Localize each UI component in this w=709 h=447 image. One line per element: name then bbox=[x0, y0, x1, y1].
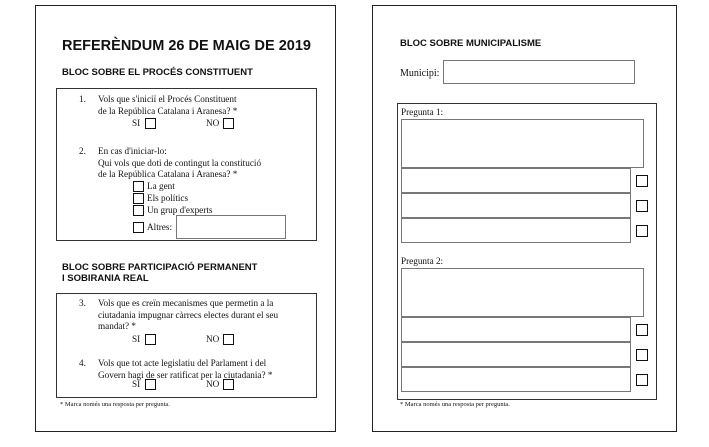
pregunta1-answer-3-input[interactable] bbox=[401, 218, 631, 243]
pregunta1-answer-3-checkbox[interactable] bbox=[636, 225, 648, 237]
pregunta2-answer-3-input[interactable] bbox=[401, 367, 631, 392]
q2-option-els-politics-checkbox[interactable] bbox=[133, 193, 144, 204]
ballot-page-2 bbox=[372, 5, 677, 432]
q4-no-checkbox[interactable] bbox=[223, 379, 234, 390]
q3-no-label: NO bbox=[206, 334, 220, 344]
q2-option-experts-checkbox[interactable] bbox=[133, 205, 144, 216]
pregunta1-label: Pregunta 1: bbox=[401, 107, 444, 117]
q1-yes-checkbox[interactable] bbox=[145, 118, 156, 129]
q1-number: 1. bbox=[79, 94, 86, 104]
footnote: * Marca només una resposta per pregunta. bbox=[400, 401, 510, 408]
pregunta2-input[interactable] bbox=[401, 268, 644, 317]
q3-yes-checkbox[interactable] bbox=[145, 334, 156, 345]
municipi-label: Municipi: bbox=[400, 68, 440, 79]
page-title: REFERÈNDUM 26 DE MAIG DE 2019 bbox=[62, 38, 311, 54]
pregunta2-answer-1-checkbox[interactable] bbox=[636, 324, 648, 336]
q2-option-altres-checkbox[interactable] bbox=[133, 222, 144, 233]
q2-altres-input[interactable] bbox=[176, 215, 286, 239]
q4-number: 4. bbox=[79, 358, 86, 368]
block2-questions-box bbox=[56, 293, 317, 398]
q2-option-els-politics-label: Els polítics bbox=[147, 193, 189, 203]
q1-no-label: NO bbox=[206, 118, 220, 128]
pregunta1-input[interactable] bbox=[401, 119, 644, 168]
q1-text: Vols que s'iniciï el Procés Constituent de la República Catalana i Aranesa? * bbox=[98, 94, 238, 116]
q1-no-checkbox[interactable] bbox=[223, 118, 234, 129]
block2-heading: BLOC SOBRE PARTICIPACIÓ PERMANENT I SOBIRANIA REAL bbox=[62, 262, 258, 284]
preguntes-box bbox=[397, 103, 657, 400]
municipalisme-heading: BLOC SOBRE MUNICIPALISME bbox=[400, 38, 542, 49]
pregunta2-label: Pregunta 2: bbox=[401, 256, 444, 266]
block1-heading: BLOC SOBRE EL PROCÉS CONSTITUENT bbox=[62, 67, 253, 78]
q2-option-experts-label: Un grup d'experts bbox=[147, 205, 213, 215]
pregunta1-answer-2-input[interactable] bbox=[401, 193, 631, 218]
q4-yes-label: SI bbox=[132, 379, 141, 389]
q2-option-altres-label: Altres: bbox=[147, 222, 173, 232]
q2-option-la-gent-checkbox[interactable] bbox=[133, 181, 144, 192]
pregunta2-answer-2-checkbox[interactable] bbox=[636, 349, 648, 361]
q2-number: 2. bbox=[79, 146, 86, 156]
pregunta1-answer-1-checkbox[interactable] bbox=[636, 175, 648, 187]
pregunta1-answer-2-checkbox[interactable] bbox=[636, 200, 648, 212]
q1-yes-label: SI bbox=[132, 118, 141, 128]
footnote: * Marca només una resposta per pregunta. bbox=[60, 401, 170, 408]
pregunta1-answer-1-input[interactable] bbox=[401, 168, 631, 193]
municipi-input[interactable] bbox=[443, 60, 635, 84]
pregunta2-answer-3-checkbox[interactable] bbox=[636, 374, 648, 386]
q3-number: 3. bbox=[79, 298, 86, 308]
q4-text: Vols que tot acte legislatiu del Parlament i del Govern hagi de ser ratificat per la ciutadania? * bbox=[98, 358, 273, 380]
q2-option-la-gent-label: La gent bbox=[147, 181, 175, 191]
q4-no-label: NO bbox=[206, 379, 220, 389]
ballot-page-1 bbox=[35, 5, 336, 432]
pregunta2-answer-1-input[interactable] bbox=[401, 317, 631, 342]
q3-yes-label: SI bbox=[132, 334, 141, 344]
q4-yes-checkbox[interactable] bbox=[145, 379, 156, 390]
q3-no-checkbox[interactable] bbox=[223, 334, 234, 345]
pregunta2-answer-2-input[interactable] bbox=[401, 342, 631, 367]
block1-questions-box bbox=[56, 88, 317, 241]
q2-text: En cas d'iniciar-lo: Qui vols que doti de contingut la constitució de la República Catalana i Aranesa? * bbox=[98, 146, 262, 179]
q3-text: Vols que es creïn mecanismes que permetin a la ciutadania impugnar càrrecs electes durant el seu mandat? * bbox=[98, 298, 279, 331]
